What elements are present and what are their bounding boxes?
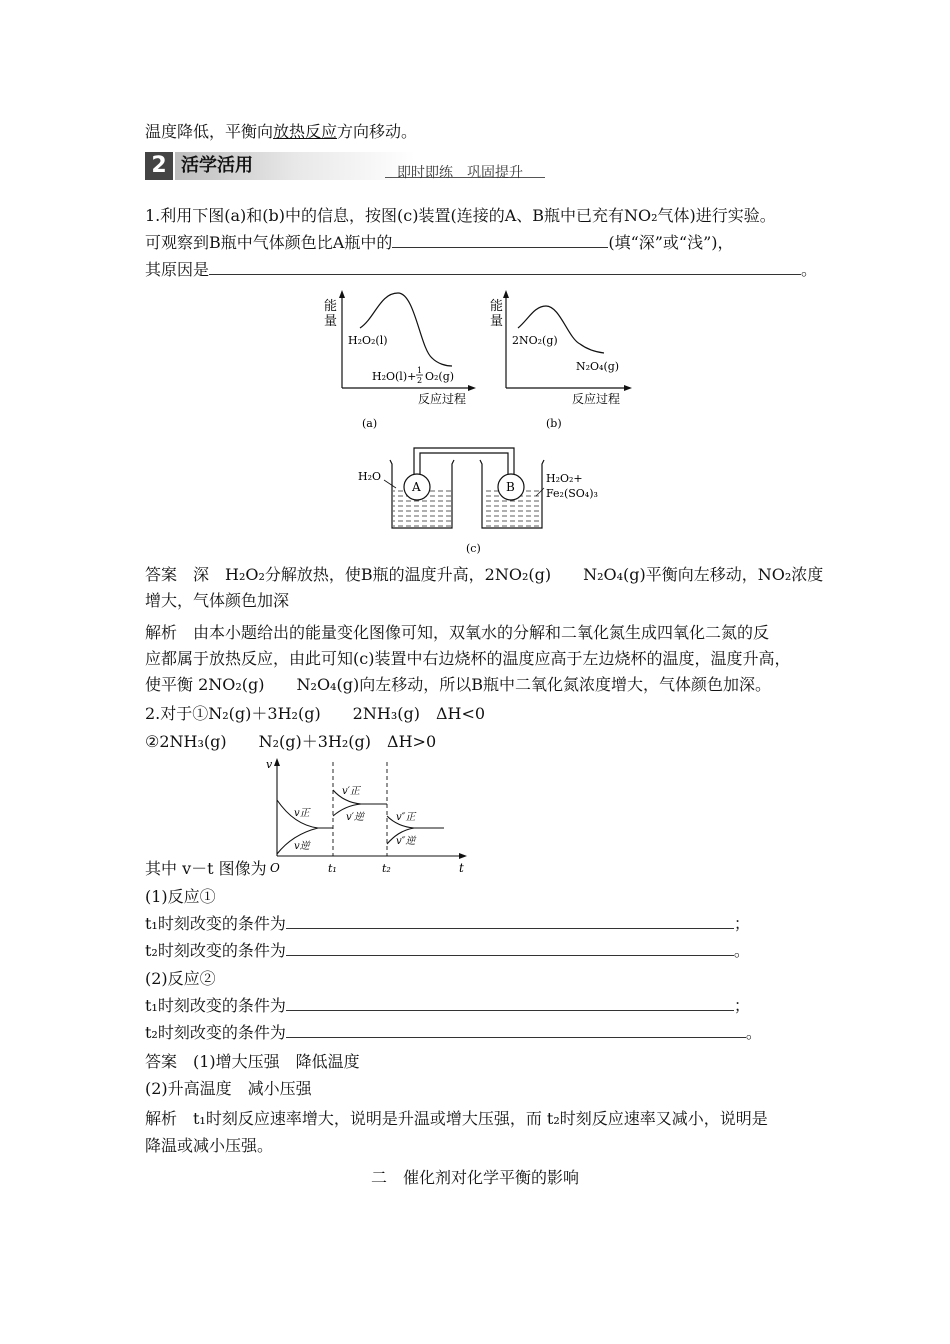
q2-r1-t1 — [145, 913, 750, 935]
q1-hint: (填“深”或“浅”)， — [608, 233, 734, 252]
section-title: 二 催化剂对化学平衡的影响 — [370, 1168, 579, 1187]
q2-r1-t2-prompt: t₂时刻改变的条件为 — [145, 941, 286, 960]
b-y-arrow — [503, 290, 509, 298]
q2-line1: 2.对于①N₂(g)＋3H₂(g) 2NH₃(g) ΔH<0 — [145, 704, 486, 723]
b-caption: (b) — [546, 417, 562, 430]
a-frac-den: 2 — [417, 376, 423, 385]
banner-subtitle: 即时即练 巩固提升 — [397, 165, 523, 181]
q2-sub1: (1)反应① — [145, 887, 216, 906]
intro-text-end: 方向移动。 — [337, 122, 418, 141]
banner-number: 2 — [145, 152, 173, 180]
a2-line1: 答案 (1)增大压强 降低温度 — [145, 1052, 360, 1071]
q2-r2-t1-end: ； — [733, 996, 750, 1015]
q1-prompt: 可观察到B瓶中气体颜色比A瓶中的 — [145, 233, 393, 252]
q2-r2-t1-blank[interactable] — [286, 995, 734, 1011]
q1-reason-prompt: 其原因是 — [145, 260, 210, 279]
e2-line1: 解析 t₁时刻反应速率增大，说明是升温或增大压强，而 t₂时刻反应速率又减小，说明是 — [145, 1109, 768, 1128]
q1-line3 — [145, 259, 817, 281]
a2-line2: (2)升高温度 减小压强 — [145, 1079, 312, 1098]
q2-vt-prefix: 其中 v－t 图像为 — [145, 859, 267, 878]
a-energy-curve — [360, 293, 452, 366]
figure-b — [488, 288, 638, 438]
q2-sub2: (2)反应② — [145, 969, 216, 988]
a-x-label: 反应过程 — [418, 392, 467, 406]
e2-line2: 降温或减小压强。 — [145, 1136, 274, 1155]
intro-underlined: 放热反应 — [273, 122, 338, 141]
b-y-label-1: 能 — [490, 299, 504, 314]
a-product-label-2: O₂(g) — [425, 370, 455, 383]
q1-line1: 1.利用下图(a)和(b)中的信息，按图(c)装置(连接的A、B瓶中已充有NO₂气体)进行实验。 — [145, 206, 776, 225]
c-caption: (c) — [466, 542, 481, 555]
a-y-label-1: 能 — [324, 299, 338, 314]
vt-t-arrow — [459, 853, 467, 859]
e1-line2: 应都属于放热反应，由此可知(c)装置中右边烧杯的温度应高于左边烧杯的温度，温度升高， — [145, 649, 791, 668]
connecting-tube-inner — [420, 453, 508, 474]
b-reactant-label: 2NO₂(g) — [512, 334, 558, 347]
vt-t2-label: t₂ — [382, 862, 391, 875]
c-left-pointer — [384, 480, 396, 488]
vt-v-label: v — [266, 758, 273, 771]
a-reactant-label: H₂O₂(l) — [348, 334, 388, 347]
q2-r1-t2 — [145, 940, 750, 962]
q2-r2-t2-end: 。 — [745, 1023, 762, 1042]
q2-r1-t1-blank[interactable] — [286, 913, 734, 929]
c-right-label-2: Fe₂(SO₄)₃ — [546, 487, 598, 500]
vt-v-arrow — [274, 758, 280, 766]
vt-t-label: t — [459, 861, 464, 875]
q2-r1-t2-end: 。 — [733, 941, 750, 960]
c-left-label: H₂O — [358, 470, 382, 483]
a1-line1: 答案 深 H₂O₂分解放热，使B瓶的温度升高，2NO₂(g) N₂O₄(g)平衡向左移动，NO₂浓度 — [145, 565, 824, 584]
a-caption: (a) — [362, 417, 378, 430]
q1-blank-1[interactable] — [392, 232, 608, 248]
intro-line — [145, 121, 417, 143]
bottle-b-label: B — [506, 480, 515, 494]
q2-r2-t1 — [145, 995, 750, 1017]
b-y-label-2: 量 — [490, 314, 504, 329]
a-y-label-2: 量 — [324, 314, 338, 329]
vt-chart — [262, 756, 477, 878]
e1-line1: 解析 由本小题给出的能量变化图像可知，双氧水的分解和二氧化氮生成四氧化二氮的反 — [145, 623, 770, 642]
vt-v-ni-label: v逆 — [294, 841, 310, 852]
q2-r1-t1-prompt: t₁时刻改变的条件为 — [145, 914, 286, 933]
a-product-label: H₂O(l)+ — [372, 370, 417, 383]
a-frac-num: 1 — [417, 366, 423, 375]
q2-r2-t2-blank[interactable] — [286, 1022, 746, 1038]
b-x-arrow — [624, 385, 632, 391]
vt-v-zheng-label: v正 — [294, 808, 310, 819]
q2-r2-t2 — [145, 1022, 762, 1044]
a-y-arrow — [339, 290, 345, 298]
b-x-label: 反应过程 — [572, 392, 621, 406]
e1-line3: 使平衡 2NO₂(g) N₂O₄(g)向左移动，所以B瓶中二氧化氮浓度增大，气体颜色加深。 — [145, 675, 771, 694]
q2-line2: ②2NH₃(g) N₂(g)＋3H₂(g) ΔH>0 — [145, 732, 437, 751]
vt-origin-label: O — [270, 861, 280, 875]
section-banner — [145, 152, 545, 180]
vt-v1-ni-label: v′逆 — [346, 812, 364, 823]
vt-v2-ni-label: v″逆 — [396, 836, 416, 847]
vt-v2-zheng-label: v″正 — [396, 812, 416, 823]
q2-r1-t2-blank[interactable] — [286, 940, 734, 956]
q2-r2-t2-prompt: t₂时刻改变的条件为 — [145, 1023, 286, 1042]
vt-v1-zheng-label: v′正 — [342, 786, 360, 797]
figure-a — [320, 288, 480, 438]
q2-r1-t1-end: ； — [733, 914, 750, 933]
connecting-tube-outer — [414, 448, 514, 474]
q2-r2-t1-prompt: t₁时刻改变的条件为 — [145, 996, 286, 1015]
a1-line2: 增大，气体颜色加深 — [145, 591, 290, 610]
q1-line2 — [145, 232, 734, 254]
bottle-a-label: A — [412, 480, 421, 494]
banner-title: 活学活用 — [181, 155, 253, 176]
figure-c — [350, 444, 600, 556]
q1-period: 。 — [801, 260, 818, 279]
intro-text: 温度降低，平衡向 — [145, 122, 274, 141]
b-product-label: N₂O₄(g) — [576, 360, 620, 373]
vt-t1-label: t₁ — [328, 862, 337, 875]
a-x-arrow — [468, 385, 476, 391]
q1-blank-2[interactable] — [209, 259, 801, 275]
c-right-label-1: H₂O₂+ — [546, 472, 583, 485]
